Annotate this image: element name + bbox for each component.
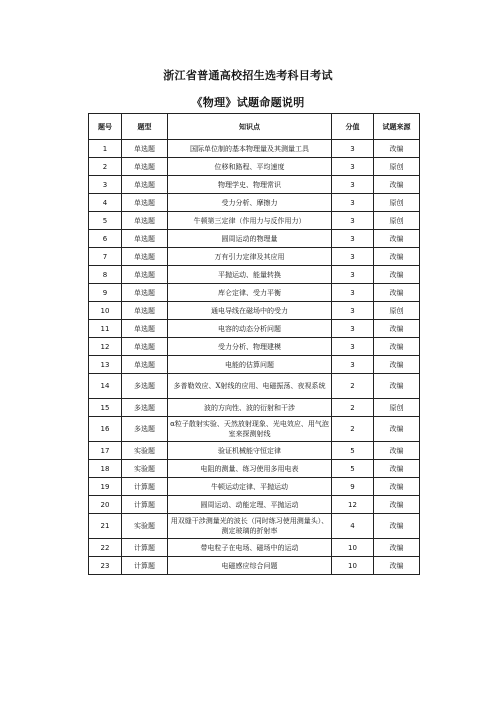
cell-score: 3 — [332, 194, 374, 212]
cell-source: 改编 — [374, 442, 420, 460]
cell-source: 原创 — [374, 302, 420, 320]
cell-source: 改编 — [374, 460, 420, 478]
header-question-no: 题号 — [89, 114, 122, 140]
cell-question-no: 2 — [89, 158, 122, 176]
cell-knowledge-point: 物理学史、物理常识 — [168, 176, 332, 194]
cell-knowledge-point: 电容的动态分析问题 — [168, 320, 332, 338]
cell-source: 改编 — [374, 478, 420, 496]
cell-source: 原创 — [374, 158, 420, 176]
cell-source: 改编 — [374, 140, 420, 158]
cell-source: 改编 — [374, 266, 420, 284]
cell-question-type: 单选题 — [122, 140, 168, 158]
cell-knowledge-point: 万有引力定律及其应用 — [168, 248, 332, 266]
cell-source: 改编 — [374, 557, 420, 575]
cell-question-no: 5 — [89, 212, 122, 230]
table-header-row — [89, 114, 420, 140]
cell-score: 10 — [332, 557, 374, 575]
cell-knowledge-point: 平抛运动、能量转换 — [168, 266, 332, 284]
cell-source: 原创 — [374, 212, 420, 230]
cell-score: 3 — [332, 140, 374, 158]
cell-source: 原创 — [374, 194, 420, 212]
cell-score: 3 — [332, 248, 374, 266]
table-row — [89, 194, 420, 212]
cell-score: 3 — [332, 158, 374, 176]
cell-question-no: 1 — [89, 140, 122, 158]
cell-question-no: 23 — [89, 557, 122, 575]
cell-question-no: 21 — [89, 514, 122, 539]
cell-source: 原创 — [374, 399, 420, 417]
cell-question-type: 单选题 — [122, 158, 168, 176]
cell-question-no: 8 — [89, 266, 122, 284]
cell-knowledge-point: 库仑定律、受力平衡 — [168, 284, 332, 302]
cell-knowledge-point: 通电导线在磁场中的受力 — [168, 302, 332, 320]
cell-knowledge-point: 用双缝干涉测量光的波长（同时练习使用测量头）、测定玻璃的折射率 — [168, 514, 332, 539]
table-row — [89, 338, 420, 356]
cell-question-type: 单选题 — [122, 320, 168, 338]
cell-question-type: 单选题 — [122, 194, 168, 212]
cell-source: 改编 — [374, 320, 420, 338]
header-question-type: 题型 — [122, 114, 168, 140]
table-row — [89, 176, 420, 194]
cell-source: 改编 — [374, 338, 420, 356]
cell-question-no: 4 — [89, 194, 122, 212]
table-row — [89, 230, 420, 248]
cell-question-no: 12 — [89, 338, 122, 356]
cell-knowledge-point: 电磁感应综合问题 — [168, 557, 332, 575]
table-row — [89, 417, 420, 442]
cell-score: 12 — [332, 496, 374, 514]
table-row — [89, 158, 420, 176]
table-row — [89, 302, 420, 320]
cell-question-no: 11 — [89, 320, 122, 338]
cell-source: 改编 — [374, 514, 420, 539]
cell-source: 改编 — [374, 230, 420, 248]
cell-source: 改编 — [374, 176, 420, 194]
cell-question-no: 20 — [89, 496, 122, 514]
cell-knowledge-point: 国际单位制的基本物理量及其测量工具 — [168, 140, 332, 158]
table-row — [89, 374, 420, 399]
table-row — [89, 399, 420, 417]
table-row — [89, 539, 420, 557]
table-row — [89, 496, 420, 514]
cell-question-type: 单选题 — [122, 212, 168, 230]
cell-source: 改编 — [374, 539, 420, 557]
cell-score: 2 — [332, 417, 374, 442]
cell-question-no: 10 — [89, 302, 122, 320]
cell-question-type: 单选题 — [122, 176, 168, 194]
cell-question-type: 单选题 — [122, 284, 168, 302]
cell-question-no: 22 — [89, 539, 122, 557]
header-source: 试题来源 — [374, 114, 420, 140]
cell-score: 3 — [332, 266, 374, 284]
cell-knowledge-point: 电能的估算问题 — [168, 356, 332, 374]
cell-knowledge-point: 牛顿第三定律（作用力与反作用力） — [168, 212, 332, 230]
cell-knowledge-point: 电阻的测量、练习使用多用电表 — [168, 460, 332, 478]
table-row — [89, 266, 420, 284]
cell-question-type: 计算题 — [122, 496, 168, 514]
cell-question-type: 多选题 — [122, 417, 168, 442]
cell-source: 改编 — [374, 374, 420, 399]
cell-source: 改编 — [374, 417, 420, 442]
cell-question-no: 18 — [89, 460, 122, 478]
cell-source: 改编 — [374, 284, 420, 302]
cell-score: 10 — [332, 539, 374, 557]
cell-score: 3 — [332, 212, 374, 230]
table-row — [89, 284, 420, 302]
cell-score: 3 — [332, 356, 374, 374]
table-row — [89, 212, 420, 230]
cell-question-no: 6 — [89, 230, 122, 248]
cell-score: 4 — [332, 514, 374, 539]
cell-question-no: 15 — [89, 399, 122, 417]
cell-question-type: 实验题 — [122, 442, 168, 460]
cell-question-type: 单选题 — [122, 338, 168, 356]
cell-question-no: 3 — [89, 176, 122, 194]
cell-knowledge-point: 波的方向性、波的衍射和干涉 — [168, 399, 332, 417]
cell-score: 3 — [332, 284, 374, 302]
cell-knowledge-point: 受力分析、摩擦力 — [168, 194, 332, 212]
cell-score: 3 — [332, 302, 374, 320]
cell-knowledge-point: 受力分析、物理建模 — [168, 338, 332, 356]
cell-question-type: 实验题 — [122, 514, 168, 539]
cell-source: 改编 — [374, 356, 420, 374]
table-row — [89, 514, 420, 539]
cell-score: 3 — [332, 230, 374, 248]
cell-question-no: 9 — [89, 284, 122, 302]
cell-score: 2 — [332, 374, 374, 399]
cell-question-type: 计算题 — [122, 539, 168, 557]
cell-knowledge-point: 圆周运动、动能定理、平抛运动 — [168, 496, 332, 514]
cell-score: 5 — [332, 460, 374, 478]
cell-question-no: 7 — [89, 248, 122, 266]
cell-question-type: 单选题 — [122, 302, 168, 320]
cell-score: 3 — [332, 338, 374, 356]
cell-question-type: 实验题 — [122, 460, 168, 478]
table-row — [89, 248, 420, 266]
cell-question-type: 单选题 — [122, 266, 168, 284]
cell-source: 改编 — [374, 248, 420, 266]
header-knowledge-point: 知识点 — [168, 114, 332, 140]
cell-score: 2 — [332, 399, 374, 417]
table-row — [89, 460, 420, 478]
table-row — [89, 478, 420, 496]
cell-score: 3 — [332, 320, 374, 338]
cell-knowledge-point: 位移和路程、平均速度 — [168, 158, 332, 176]
document-title: 浙江省普通高校招生选考科目考试 — [163, 69, 333, 82]
cell-question-type: 单选题 — [122, 248, 168, 266]
cell-source: 改编 — [374, 496, 420, 514]
cell-question-type: 计算题 — [122, 478, 168, 496]
cell-question-type: 单选题 — [122, 230, 168, 248]
cell-question-no: 19 — [89, 478, 122, 496]
cell-score: 3 — [332, 176, 374, 194]
table-row — [89, 557, 420, 575]
table-row — [89, 320, 420, 338]
document-subtitle: 《物理》试题命题说明 — [191, 96, 305, 109]
cell-knowledge-point: 多普勒效应、X射线的应用、电磁振荡、夜视系统 — [168, 374, 332, 399]
cell-question-type: 单选题 — [122, 356, 168, 374]
table-row — [89, 356, 420, 374]
cell-question-type: 多选题 — [122, 399, 168, 417]
exam-spec-table — [88, 113, 420, 575]
cell-score: 5 — [332, 442, 374, 460]
cell-question-type: 多选题 — [122, 374, 168, 399]
cell-knowledge-point: 圆周运动的物理量 — [168, 230, 332, 248]
cell-knowledge-point: 牛顿运动定律、平抛运动 — [168, 478, 332, 496]
table-row — [89, 140, 420, 158]
table-row — [89, 442, 420, 460]
header-score: 分值 — [332, 114, 374, 140]
cell-knowledge-point: 带电粒子在电场、磁场中的运动 — [168, 539, 332, 557]
cell-question-no: 16 — [89, 417, 122, 442]
cell-question-no: 17 — [89, 442, 122, 460]
cell-question-type: 计算题 — [122, 557, 168, 575]
cell-question-no: 13 — [89, 356, 122, 374]
cell-score: 9 — [332, 478, 374, 496]
cell-knowledge-point: α粒子散射实验、天然放射现象、光电效应、用气泡室来探测射线 — [168, 417, 332, 442]
table-body — [89, 140, 420, 575]
cell-question-no: 14 — [89, 374, 122, 399]
cell-knowledge-point: 验证机械能守恒定律 — [168, 442, 332, 460]
